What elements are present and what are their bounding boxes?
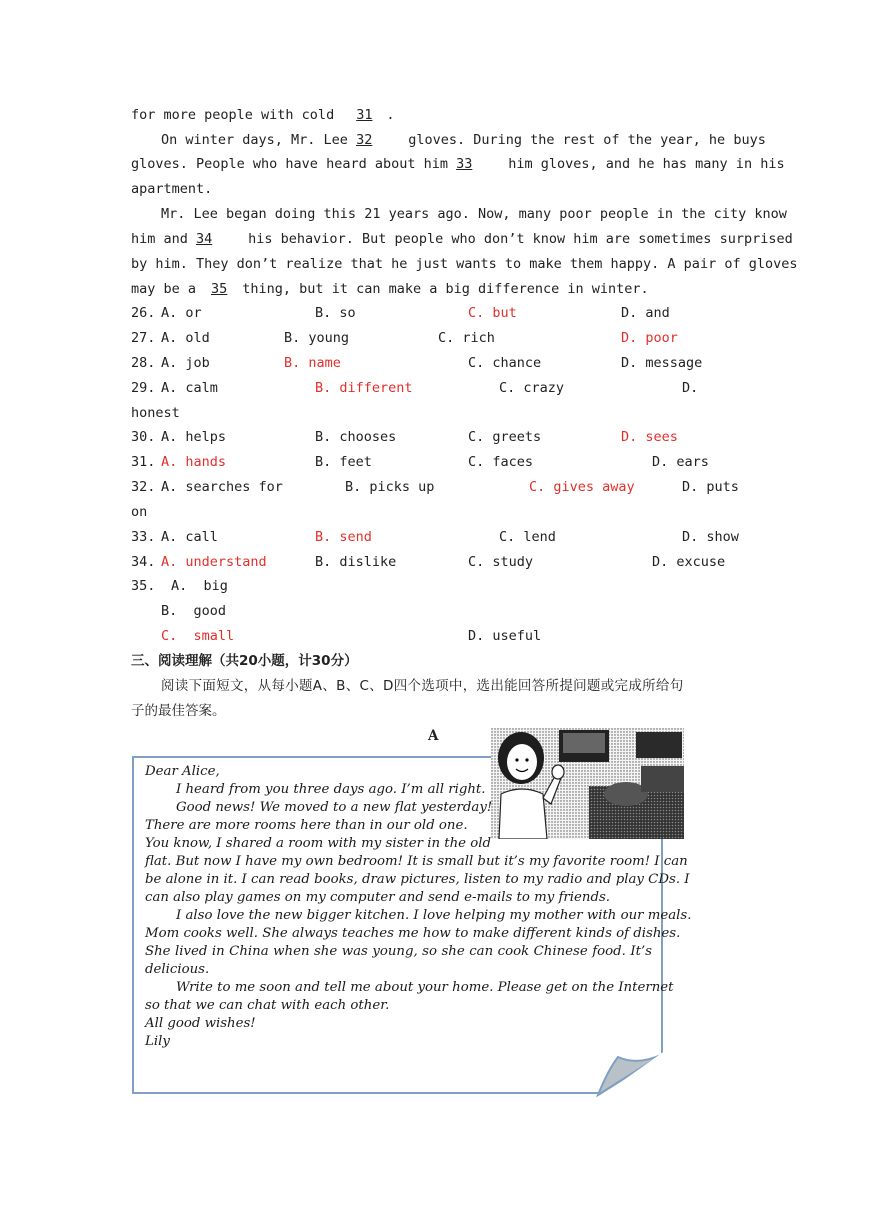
- option-a: A. old: [161, 330, 210, 346]
- blank-32: 32: [356, 132, 373, 148]
- letter-line: Mom cooks well. She always teaches me how to make different kinds of dishes.: [145, 926, 681, 941]
- option-b-answer: B. different: [315, 380, 413, 396]
- option-b: B. young: [284, 330, 350, 346]
- option-d: D.: [682, 380, 699, 396]
- option-b: B. so: [315, 305, 356, 321]
- option-b: B. picks up: [345, 479, 435, 495]
- option-d-wrap: honest: [131, 405, 180, 421]
- option-c-answer: C. small: [161, 628, 235, 644]
- option-d: D. message: [621, 355, 703, 371]
- option-c: C. crazy: [499, 380, 565, 396]
- letter-signature: Lily: [145, 1034, 170, 1049]
- option-a-answer: A. hands: [161, 454, 227, 470]
- letter-greeting: Dear Alice,: [145, 764, 220, 779]
- passage-line: apartment.: [131, 181, 213, 197]
- option-c-answer: C. gives away: [529, 479, 635, 495]
- option-a: A. searches for: [161, 479, 283, 495]
- passage-line: may be a 35 thing, but it can make a big difference in winter.: [131, 281, 649, 297]
- letter-line: I heard from you three days ago. I’m all right.: [176, 782, 486, 797]
- option-d: D. puts: [682, 479, 739, 495]
- letter-line: Good news! We moved to a new flat yesterday!: [176, 800, 493, 815]
- letter-line: so that we can chat with each other.: [145, 998, 390, 1013]
- option-b-answer: B. send: [315, 529, 372, 545]
- blank-31: 31: [356, 107, 373, 123]
- section-instructions-cont: 子的最佳答案。: [131, 703, 226, 719]
- option-a: A. call: [161, 529, 218, 545]
- option-b: B. dislike: [315, 554, 397, 570]
- option-d: D. excuse: [652, 554, 726, 570]
- option-d: D. and: [621, 305, 670, 321]
- letter-line: flat. But now I have my own bedroom! It is small but it’s my favorite room! I can: [145, 854, 688, 869]
- letter-illustration: [491, 728, 684, 839]
- option-d: D. show: [682, 529, 739, 545]
- option-d-answer: D. poor: [621, 330, 678, 346]
- letter-line: be alone in it. I can read books, draw pictures, listen to my radio and play CDs. I: [145, 872, 690, 887]
- passage-line: for more people with cold 31 .: [131, 107, 395, 123]
- letter-line: She lived in China when she was young, so she can cook Chinese food. It’s: [145, 944, 652, 959]
- option-c-answer: C. but: [468, 305, 517, 321]
- option-b: B. good: [161, 603, 227, 619]
- passage-line: Mr. Lee began doing this 21 years ago. Now, many poor people in the city know: [161, 206, 787, 222]
- letter-line: delicious.: [145, 962, 210, 977]
- blank-33: 33: [456, 156, 473, 172]
- passage-label: A: [428, 728, 439, 744]
- letter-line: You know, I shared a room with my sister in the old: [145, 836, 492, 851]
- option-a: A. or: [161, 305, 202, 321]
- option-a: A. calm: [161, 380, 218, 396]
- option-c: C. lend: [499, 529, 556, 545]
- option-c: C. rich: [438, 330, 495, 346]
- letter-closing: All good wishes!: [145, 1016, 256, 1031]
- option-c: C. greets: [468, 429, 542, 445]
- option-d: D. ears: [652, 454, 709, 470]
- section-heading: 三、阅读理解（共20小题，计30分）: [131, 653, 358, 669]
- option-c: C. faces: [468, 454, 534, 470]
- option-c: C. chance: [468, 355, 542, 371]
- option-d: D. useful: [468, 628, 542, 644]
- girl-waving-illustration: [491, 728, 684, 839]
- passage-line: him and 34 his behavior. But people who don’t know him are sometimes surprised: [131, 231, 793, 247]
- passage-line: by him. They don’t realize that he just wants to make them happy. A pair of gloves: [131, 256, 798, 272]
- option-c: C. study: [468, 554, 534, 570]
- option-b: B. feet: [315, 454, 372, 470]
- letter-line: I also love the new bigger kitchen. I love helping my mother with our meals.: [176, 908, 692, 923]
- option-d-answer: D. sees: [621, 429, 678, 445]
- option-a: A. big: [171, 578, 228, 594]
- letter-line: There are more rooms here than in our old one.: [145, 818, 468, 833]
- blank-35: 35: [211, 281, 228, 297]
- letter-line: can also play games on my computer and send e-mails to my friends.: [145, 890, 611, 905]
- passage-line: On winter days, Mr. Lee 32 gloves. During the rest of the year, he buys: [161, 132, 766, 148]
- option-a: A. helps: [161, 429, 227, 445]
- section-instructions: 阅读下面短文，从每小题A、B、C、D四个选项中，选出能回答所提问题或完成所给句: [161, 678, 684, 694]
- option-b-answer: B. name: [284, 355, 341, 371]
- passage-line: gloves. People who have heard about him 33 him gloves, and he has many in his: [131, 156, 785, 172]
- blank-34: 34: [196, 231, 213, 247]
- option-b: B. chooses: [315, 429, 397, 445]
- option-d-wrap: on: [131, 504, 148, 520]
- option-a-answer: A. understand: [161, 554, 267, 570]
- letter-line: Write to me soon and tell me about your home. Please get on the Internet: [176, 980, 674, 995]
- option-a: A. job: [161, 355, 210, 371]
